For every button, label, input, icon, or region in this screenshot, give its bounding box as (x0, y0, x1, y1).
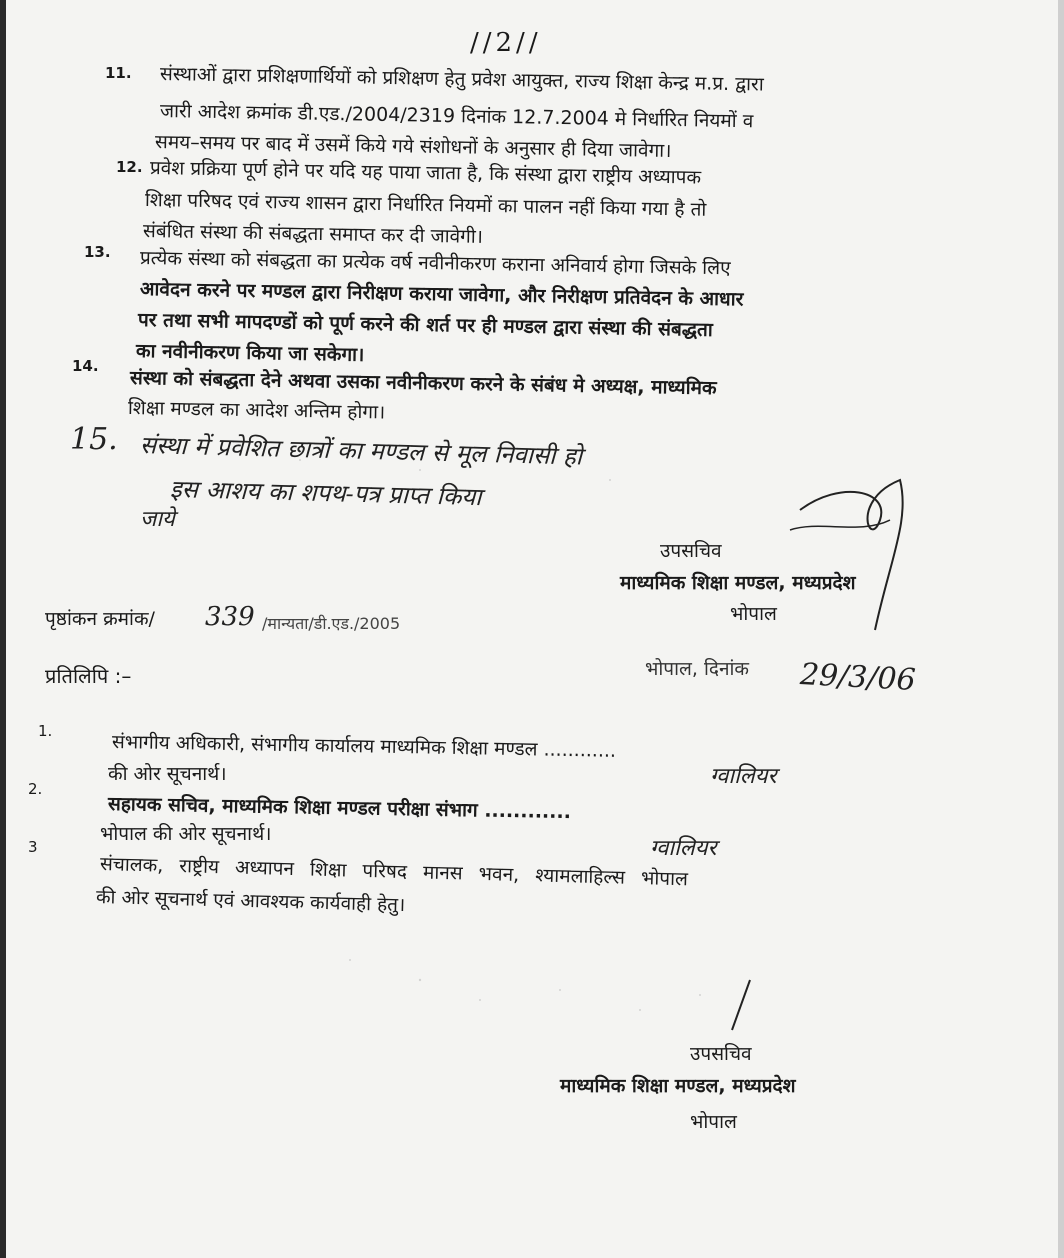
clause-12-line-1: प्रवेश प्रक्रिया पूर्ण होने पर यदि यह पाया जाता है, कि संस्था द्वारा राष्ट्रीय अध्यापक (149, 157, 702, 189)
clause-14-number: 14. (72, 357, 99, 375)
place-date-label: भोपाल, दिनांक (645, 658, 750, 680)
copy-item-1-hand: ग्वालियर (710, 764, 777, 789)
clause-12-line-2: शिक्षा परिषद एवं राज्य शासन द्वारा निर्धारित नियमों का पालन नहीं किया गया है तो (144, 189, 707, 221)
copy-item-3-line-2: की ओर सूचनार्थ एवं आवश्यक कार्यवाही हेतु। (95, 886, 406, 917)
handwritten-note-line-2: इस आशय का शपथ-पत्र प्राप्त किया (169, 475, 482, 512)
clause-11-line-1: संस्थाओं द्वारा प्रशिक्षणार्थियों को प्रशिक्षण हेतु प्रवेश आयुक्त, राज्य शिक्षा केन्द्र म.प्र. द्वारा (159, 63, 764, 96)
signature-2-city: भोपाल (690, 1111, 737, 1133)
signature-2-title: उपसचिव (690, 1043, 752, 1065)
copy-item-2-hand: ग्वालियर (650, 836, 717, 861)
signature-1-org: माध्यमिक शिक्षा मण्डल, मध्यप्रदेश (620, 572, 856, 594)
copy-item-2-number: 2. (28, 780, 43, 798)
clause-11-line-2: जारी आदेश क्रमांक डी.एड./2004/2319 दिनांक 12.7.2004 मे निर्धारित नियमों व (159, 100, 754, 133)
signature-2-scribble (720, 970, 780, 1040)
clause-13-line-3: पर तथा सभी मापदण्डों को पूर्ण करने की शर्त पर ही मण्डल द्वारा संस्था की संबद्धता (137, 309, 713, 342)
copy-item-1-line-1: संभागीय अधिकारी, संभागीय कार्यालय माध्यमिक शिक्षा मण्डल ............ (111, 731, 617, 762)
copy-item-2-line-1: सहायक सचिव, माध्यमिक शिक्षा मण्डल परीक्षा संभाग ............ (107, 793, 572, 824)
clause-13-line-1: प्रत्येक संस्था को संबद्धता का प्रत्येक वर्ष नवीनीकरण कराना अनिवार्य होगा जिसके लिए (139, 247, 731, 280)
signature-1-scribble (780, 460, 940, 640)
endorsement-date: 29/3/06 (799, 656, 917, 699)
clause-11-number: 11. (105, 64, 132, 82)
clause-14-line-1: संस्था को संबद्धता देने अथवा उसका नवीनीकरण करने के संबंध मे अध्यक्ष, माध्यमिक (129, 367, 717, 400)
copy-item-1-line-2: की ओर सूचनार्थ। (108, 763, 227, 785)
clause-12-line-3: संबंधित संस्था की संबद्धता समाप्त कर दी जावेगी। (142, 220, 484, 248)
clause-11-line-3: समय–समय पर बाद में उसमें किये गये संशोधनों के अनुसार ही दिया जावेगा। (154, 131, 672, 163)
clause-12-number: 12. (116, 158, 143, 176)
handwritten-note-line-1: संस्था में प्रवेशित छात्रों का मण्डल से मूल निवासी हो (139, 431, 583, 471)
signature-1-city: भोपाल (730, 603, 777, 625)
copy-item-2-line-2: भोपाल की ओर सूचनार्थ। (100, 823, 272, 845)
signature-1-title: उपसचिव (660, 540, 722, 562)
endorsement-ref: /मान्यता/डी.एड./2005 (262, 614, 401, 633)
handwritten-note-number: 15. (70, 422, 118, 457)
copy-heading: प्रतिलिपि :– (45, 664, 132, 688)
endorsement-label: पृष्ठांकन क्रमांक/ (45, 608, 155, 630)
copy-item-3-line-1: संचालक, राष्ट्रीय अध्यापन शिक्षा परिषद मानस भवन, श्यामलाहिल्स भोपाल (99, 853, 689, 891)
handwritten-note-line-3: जाये (140, 507, 175, 532)
signature-2-org: माध्यमिक शिक्षा मण्डल, मध्यप्रदेश (560, 1075, 796, 1097)
copy-item-1-number: 1. (38, 722, 53, 740)
clause-13-line-4: का नवीनीकरण किया जा सकेगा। (135, 340, 365, 366)
clause-13-line-2: आवेदन करने पर मण्डल द्वारा निरीक्षण कराया जावेगा, और निरीक्षण प्रतिवेदन के आधार (139, 278, 744, 311)
page-number: //2// (470, 28, 542, 58)
copy-item-3-number: 3 (28, 838, 38, 856)
endorsement-number: 339 (205, 602, 255, 632)
clause-13-number: 13. (84, 243, 111, 261)
clause-14-line-2: शिक्षा मण्डल का आदेश अन्तिम होगा। (127, 397, 386, 424)
